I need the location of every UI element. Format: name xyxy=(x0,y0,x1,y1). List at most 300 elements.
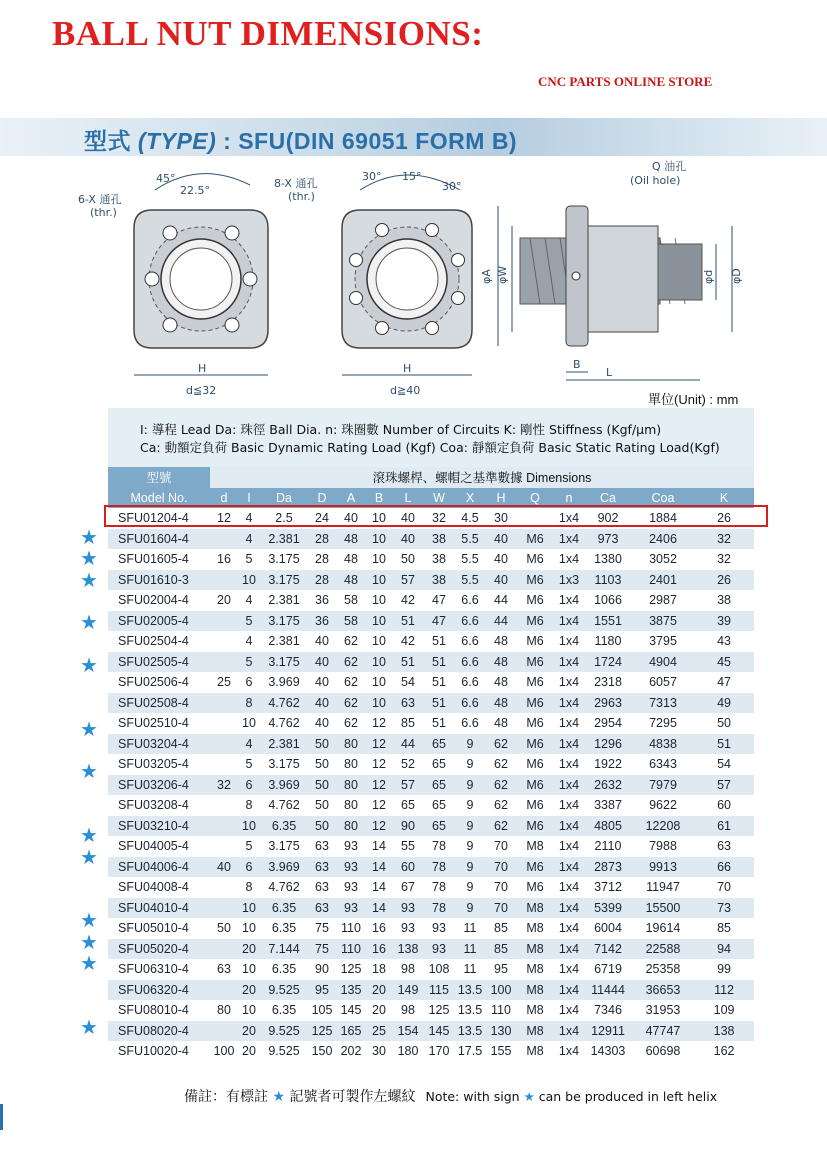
value-cell: 65 xyxy=(424,795,454,816)
value-cell: 85 xyxy=(486,918,516,939)
middle-thr-label: (thr.) xyxy=(288,190,315,203)
value-cell: 78 xyxy=(424,877,454,898)
value-cell: 135 xyxy=(336,980,366,1001)
value-cell: 1x4 xyxy=(554,795,584,816)
value-cell: 65 xyxy=(424,754,454,775)
value-cell: 90 xyxy=(392,816,424,837)
value-cell: 99 xyxy=(694,959,754,980)
value-cell: 4904 xyxy=(632,652,694,673)
value-cell: 80 xyxy=(210,1000,238,1021)
left-helix-star-icon: ★ xyxy=(80,548,98,571)
table-row xyxy=(108,795,754,816)
value-cell: 93 xyxy=(336,857,366,878)
value-cell: 100 xyxy=(486,980,516,1001)
value-cell: 47747 xyxy=(632,1021,694,1042)
model-cell: SFU03205-4 xyxy=(108,754,210,775)
value-cell: 18 xyxy=(366,959,392,980)
value-cell: 45 xyxy=(694,652,754,673)
value-cell: 2954 xyxy=(584,713,632,734)
value-cell: 24 xyxy=(308,508,336,529)
value-cell: 26 xyxy=(694,570,754,591)
value-cell: 40 xyxy=(486,529,516,550)
value-cell: 38 xyxy=(424,529,454,550)
value-cell: 32 xyxy=(694,549,754,570)
value-cell: 44 xyxy=(392,734,424,755)
value-cell: M8 xyxy=(516,898,554,919)
table-row xyxy=(108,529,754,550)
value-cell: 25 xyxy=(210,672,238,693)
value-cell: 1x4 xyxy=(554,590,584,611)
left-helix-star-icon: ★ xyxy=(80,612,98,635)
value-cell: 1x4 xyxy=(554,1000,584,1021)
value-cell: 3.175 xyxy=(260,549,308,570)
l-label: L xyxy=(606,366,613,379)
value-cell: 16 xyxy=(366,918,392,939)
value-cell: 4.5 xyxy=(454,508,486,529)
left-helix-star-icon: ★ xyxy=(80,718,98,741)
value-cell: 51 xyxy=(424,713,454,734)
table-row xyxy=(108,754,754,775)
value-cell: 63 xyxy=(308,877,336,898)
value-cell: 20 xyxy=(238,939,260,960)
value-cell xyxy=(210,980,238,1001)
value-cell: 1066 xyxy=(584,590,632,611)
left-helix-star-icon: ★ xyxy=(80,910,98,933)
value-cell: 19614 xyxy=(632,918,694,939)
value-cell: 57 xyxy=(392,775,424,796)
value-cell xyxy=(210,898,238,919)
value-cell: 70 xyxy=(486,898,516,919)
value-cell: 3.969 xyxy=(260,857,308,878)
value-cell: 1551 xyxy=(584,611,632,632)
value-cell: 125 xyxy=(308,1021,336,1042)
value-cell: 93 xyxy=(424,939,454,960)
legend-line-2: Ca: 動額定負荷 Basic Dynamic Rating Load (Kgf) Coa: 靜額定負荷 Basic Static Rating Load(Kgf) xyxy=(140,440,720,455)
value-cell: 5 xyxy=(238,549,260,570)
value-cell: M6 xyxy=(516,611,554,632)
column-header: W xyxy=(424,488,454,509)
value-cell: 2.381 xyxy=(260,734,308,755)
column-header: D xyxy=(308,488,336,509)
value-cell: M6 xyxy=(516,672,554,693)
value-cell: 25358 xyxy=(632,959,694,980)
phi-w-label: φW xyxy=(496,265,509,284)
value-cell: 78 xyxy=(424,857,454,878)
value-cell: 70 xyxy=(486,857,516,878)
column-header: K xyxy=(694,488,754,509)
value-cell: 62 xyxy=(336,693,366,714)
value-cell: 50 xyxy=(392,549,424,570)
value-cell: 63 xyxy=(392,693,424,714)
table-row xyxy=(108,959,754,980)
note-en-after: can be produced in left helix xyxy=(534,1089,718,1104)
value-cell: 75 xyxy=(308,918,336,939)
value-cell: 17.5 xyxy=(454,1041,486,1062)
value-cell: 49 xyxy=(694,693,754,714)
value-cell: 9913 xyxy=(632,857,694,878)
value-cell: 4 xyxy=(238,734,260,755)
value-cell: M6 xyxy=(516,590,554,611)
flange-drawing-8-hole xyxy=(274,170,472,397)
left-angle-22: 22.5° xyxy=(180,184,210,197)
model-cell: SFU02505-4 xyxy=(108,652,210,673)
value-cell: 5 xyxy=(238,611,260,632)
value-cell: 1922 xyxy=(584,754,632,775)
type-prefix: 型式 xyxy=(84,128,138,154)
column-header: L xyxy=(392,488,424,509)
column-header: Da xyxy=(260,488,308,509)
value-cell: 130 xyxy=(486,1021,516,1042)
value-cell: 4 xyxy=(238,508,260,529)
value-cell: 62 xyxy=(336,631,366,652)
value-cell: 3.175 xyxy=(260,611,308,632)
value-cell: 1x4 xyxy=(554,549,584,570)
value-cell: 973 xyxy=(584,529,632,550)
value-cell: 70 xyxy=(486,877,516,898)
value-cell: M6 xyxy=(516,652,554,673)
model-cell: SFU05020-4 xyxy=(108,939,210,960)
value-cell: 36653 xyxy=(632,980,694,1001)
value-cell: 11 xyxy=(454,959,486,980)
value-cell: 10 xyxy=(366,672,392,693)
value-cell: 65 xyxy=(424,734,454,755)
note-star-icon: ★ xyxy=(272,1089,286,1105)
type-title xyxy=(84,123,517,156)
value-cell: 138 xyxy=(392,939,424,960)
value-cell: 3.175 xyxy=(260,652,308,673)
value-cell: 9.525 xyxy=(260,1041,308,1062)
value-cell: 902 xyxy=(584,508,632,529)
model-cell: SFU01204-4 xyxy=(108,508,210,529)
value-cell: 110 xyxy=(336,939,366,960)
value-cell: 40 xyxy=(392,508,424,529)
value-cell: 50 xyxy=(308,754,336,775)
value-cell: 9622 xyxy=(632,795,694,816)
value-cell: 9 xyxy=(454,795,486,816)
value-cell: 4838 xyxy=(632,734,694,755)
value-cell: 14 xyxy=(366,836,392,857)
middle-angle-15: 15° xyxy=(402,170,422,183)
value-cell: 8 xyxy=(238,795,260,816)
value-cell: 63 xyxy=(694,836,754,857)
value-cell: 50 xyxy=(308,795,336,816)
value-cell: 6.35 xyxy=(260,816,308,837)
value-cell: 51 xyxy=(424,693,454,714)
value-cell xyxy=(210,693,238,714)
value-cell: 1103 xyxy=(584,570,632,591)
value-cell: 154 xyxy=(392,1021,424,1042)
value-cell: 10 xyxy=(238,1000,260,1021)
value-cell: 90 xyxy=(308,959,336,980)
value-cell: 6343 xyxy=(632,754,694,775)
value-cell xyxy=(210,1021,238,1042)
value-cell: 1x4 xyxy=(554,652,584,673)
column-header: A xyxy=(336,488,366,509)
value-cell: 36 xyxy=(308,590,336,611)
value-cell: M6 xyxy=(516,631,554,652)
column-header: B xyxy=(366,488,392,509)
footer-note xyxy=(184,1086,717,1106)
model-header-zh: 型號 xyxy=(108,467,210,488)
value-cell: 8 xyxy=(238,693,260,714)
value-cell: 1x4 xyxy=(554,672,584,693)
value-cell: 32 xyxy=(694,529,754,550)
value-cell: 3712 xyxy=(584,877,632,898)
value-cell: 6.6 xyxy=(454,693,486,714)
value-cell: 61 xyxy=(694,816,754,837)
value-cell: 1884 xyxy=(632,508,694,529)
model-cell: SFU08010-4 xyxy=(108,1000,210,1021)
b-label: B xyxy=(573,358,581,371)
value-cell: 1x3 xyxy=(554,570,584,591)
value-cell: 125 xyxy=(336,959,366,980)
value-cell: 25 xyxy=(366,1021,392,1042)
value-cell: 10 xyxy=(366,549,392,570)
value-cell: 9.525 xyxy=(260,1021,308,1042)
value-cell: 180 xyxy=(392,1041,424,1062)
value-cell: M8 xyxy=(516,836,554,857)
model-cell: SFU02005-4 xyxy=(108,611,210,632)
value-cell: 48 xyxy=(336,549,366,570)
value-cell: 5.5 xyxy=(454,529,486,550)
value-cell: 12 xyxy=(366,734,392,755)
value-cell: 62 xyxy=(486,734,516,755)
value-cell: 32 xyxy=(424,508,454,529)
table-row xyxy=(108,877,754,898)
table-row xyxy=(108,1000,754,1021)
model-cell: SFU03204-4 xyxy=(108,734,210,755)
value-cell: 20 xyxy=(366,980,392,1001)
value-cell: 38 xyxy=(424,549,454,570)
value-cell: 40 xyxy=(392,529,424,550)
value-cell: 42 xyxy=(392,590,424,611)
note-en-before: Note: with sign xyxy=(425,1089,524,1104)
model-cell: SFU10020-4 xyxy=(108,1041,210,1062)
value-cell: 30 xyxy=(366,1041,392,1062)
value-cell: 5.5 xyxy=(454,549,486,570)
value-cell: 4.762 xyxy=(260,877,308,898)
value-cell: 1x4 xyxy=(554,775,584,796)
value-cell: 48 xyxy=(486,631,516,652)
dimensions-table xyxy=(108,467,754,1062)
left-helix-star-icon: ★ xyxy=(80,846,98,869)
value-cell: 32 xyxy=(210,775,238,796)
column-header: X xyxy=(454,488,486,509)
value-cell: 4 xyxy=(238,529,260,550)
table-row xyxy=(108,980,754,1001)
table-row xyxy=(108,570,754,591)
value-cell: 94 xyxy=(694,939,754,960)
value-cell: 50 xyxy=(308,775,336,796)
value-cell: 66 xyxy=(694,857,754,878)
value-cell: 98 xyxy=(392,1000,424,1021)
value-cell: 93 xyxy=(424,918,454,939)
value-cell: 40 xyxy=(486,570,516,591)
table-row xyxy=(108,816,754,837)
value-cell: 62 xyxy=(336,652,366,673)
value-cell: 11 xyxy=(454,918,486,939)
value-cell: M6 xyxy=(516,734,554,755)
model-cell: SFU08020-4 xyxy=(108,1021,210,1042)
value-cell: 48 xyxy=(336,570,366,591)
highlighted-row-frame xyxy=(104,505,768,527)
value-cell: 2873 xyxy=(584,857,632,878)
value-cell: 5 xyxy=(238,652,260,673)
value-cell: 1x4 xyxy=(554,918,584,939)
value-cell: 80 xyxy=(336,795,366,816)
value-cell: 31953 xyxy=(632,1000,694,1021)
value-cell: 12 xyxy=(366,754,392,775)
value-cell: 150 xyxy=(308,1041,336,1062)
value-cell: 4.762 xyxy=(260,795,308,816)
value-cell: 10 xyxy=(238,713,260,734)
left-helix-star-icon: ★ xyxy=(80,569,98,592)
value-cell: M8 xyxy=(516,959,554,980)
table-row xyxy=(108,652,754,673)
table-row xyxy=(108,611,754,632)
value-cell: 155 xyxy=(486,1041,516,1062)
value-cell: 145 xyxy=(336,1000,366,1021)
value-cell: 10 xyxy=(366,611,392,632)
left-helix-star-icon: ★ xyxy=(80,654,98,677)
value-cell: 44 xyxy=(486,590,516,611)
value-cell xyxy=(210,877,238,898)
value-cell: 58 xyxy=(336,611,366,632)
value-cell: 6 xyxy=(238,775,260,796)
value-cell: 20 xyxy=(210,590,238,611)
value-cell: 26 xyxy=(694,508,754,529)
model-cell: SFU02504-4 xyxy=(108,631,210,652)
left-helix-star-icon: ★ xyxy=(80,953,98,975)
value-cell xyxy=(210,611,238,632)
type-label: (TYPE) xyxy=(137,128,217,154)
oil-hole-label-zh: Q 油孔 xyxy=(652,160,687,173)
value-cell: 10 xyxy=(366,652,392,673)
value-cell: 10 xyxy=(238,816,260,837)
value-cell xyxy=(210,570,238,591)
value-cell: 50 xyxy=(694,713,754,734)
note-star-icon-en: ★ xyxy=(523,1089,535,1104)
value-cell: 62 xyxy=(486,775,516,796)
column-header: d xyxy=(210,488,238,509)
value-cell: 80 xyxy=(336,816,366,837)
value-cell xyxy=(210,734,238,755)
ball-nut-drawings xyxy=(60,160,760,397)
value-cell: 47 xyxy=(424,611,454,632)
value-cell: 12 xyxy=(366,713,392,734)
value-cell: 9 xyxy=(454,734,486,755)
value-cell: M8 xyxy=(516,980,554,1001)
value-cell: 9 xyxy=(454,775,486,796)
value-cell: 65 xyxy=(424,816,454,837)
value-cell: 2632 xyxy=(584,775,632,796)
value-cell: M6 xyxy=(516,549,554,570)
value-cell: 100 xyxy=(210,1041,238,1062)
value-cell: 3795 xyxy=(632,631,694,652)
column-header: I xyxy=(238,488,260,509)
value-cell: 7346 xyxy=(584,1000,632,1021)
value-cell: 149 xyxy=(392,980,424,1001)
value-cell: 1x4 xyxy=(554,857,584,878)
value-cell: 78 xyxy=(424,898,454,919)
flange-drawing-6-hole xyxy=(78,172,268,397)
value-cell: 3387 xyxy=(584,795,632,816)
value-cell: 48 xyxy=(486,672,516,693)
value-cell: 6719 xyxy=(584,959,632,980)
value-cell xyxy=(210,631,238,652)
table-row xyxy=(108,672,754,693)
value-cell xyxy=(210,836,238,857)
value-cell: 5 xyxy=(238,754,260,775)
value-cell: 3.969 xyxy=(260,672,308,693)
value-cell: 14 xyxy=(366,877,392,898)
table-row xyxy=(108,631,754,652)
value-cell: 9 xyxy=(454,857,486,878)
value-cell: 16 xyxy=(210,549,238,570)
value-cell: 55 xyxy=(392,836,424,857)
value-cell: M8 xyxy=(516,939,554,960)
value-cell: 51 xyxy=(424,631,454,652)
legend-line-1: I: 導程 Lead Da: 珠徑 Ball Dia. n: 珠圈數 Number of Circuits K: 剛性 Stiffness (Kgf/μm) xyxy=(140,422,662,437)
value-cell: 9 xyxy=(454,898,486,919)
value-cell: 40 xyxy=(336,508,366,529)
model-cell: SFU04006-4 xyxy=(108,857,210,878)
value-cell: 70 xyxy=(694,877,754,898)
value-cell: M6 xyxy=(516,816,554,837)
middle-holes-label: 8-X 通孔 xyxy=(274,177,318,190)
value-cell: 62 xyxy=(486,754,516,775)
value-cell: 1x4 xyxy=(554,1041,584,1062)
middle-angle-30a: 30° xyxy=(362,170,382,183)
value-cell: 15500 xyxy=(632,898,694,919)
value-cell: 115 xyxy=(424,980,454,1001)
value-cell: 10 xyxy=(366,529,392,550)
model-cell: SFU06310-4 xyxy=(108,959,210,980)
value-cell: M6 xyxy=(516,529,554,550)
table-row xyxy=(108,1041,754,1062)
value-cell: 85 xyxy=(486,939,516,960)
column-header: n xyxy=(554,488,584,509)
value-cell: 1x4 xyxy=(554,939,584,960)
value-cell: M8 xyxy=(516,1021,554,1042)
value-cell: 16 xyxy=(366,939,392,960)
value-cell: 7979 xyxy=(632,775,694,796)
value-cell: 57 xyxy=(392,570,424,591)
value-cell: 57 xyxy=(694,775,754,796)
store-name: CNC PARTS ONLINE STORE xyxy=(538,74,713,89)
value-cell: 10 xyxy=(238,898,260,919)
model-cell: SFU01610-3 xyxy=(108,570,210,591)
value-cell: 20 xyxy=(238,980,260,1001)
value-cell: 14 xyxy=(366,898,392,919)
value-cell: 50 xyxy=(210,918,238,939)
value-cell: 3.969 xyxy=(260,775,308,796)
value-cell: 51 xyxy=(392,652,424,673)
value-cell: 73 xyxy=(694,898,754,919)
value-cell: 3.175 xyxy=(260,754,308,775)
value-cell: 7.144 xyxy=(260,939,308,960)
value-cell: 52 xyxy=(392,754,424,775)
value-cell: 20 xyxy=(238,1021,260,1042)
value-cell: 93 xyxy=(392,918,424,939)
table-row xyxy=(108,734,754,755)
value-cell: 47 xyxy=(694,672,754,693)
value-cell: 6.6 xyxy=(454,713,486,734)
table-row xyxy=(108,590,754,611)
value-cell: 51 xyxy=(424,652,454,673)
value-cell: 28 xyxy=(308,529,336,550)
value-cell: 6.35 xyxy=(260,959,308,980)
